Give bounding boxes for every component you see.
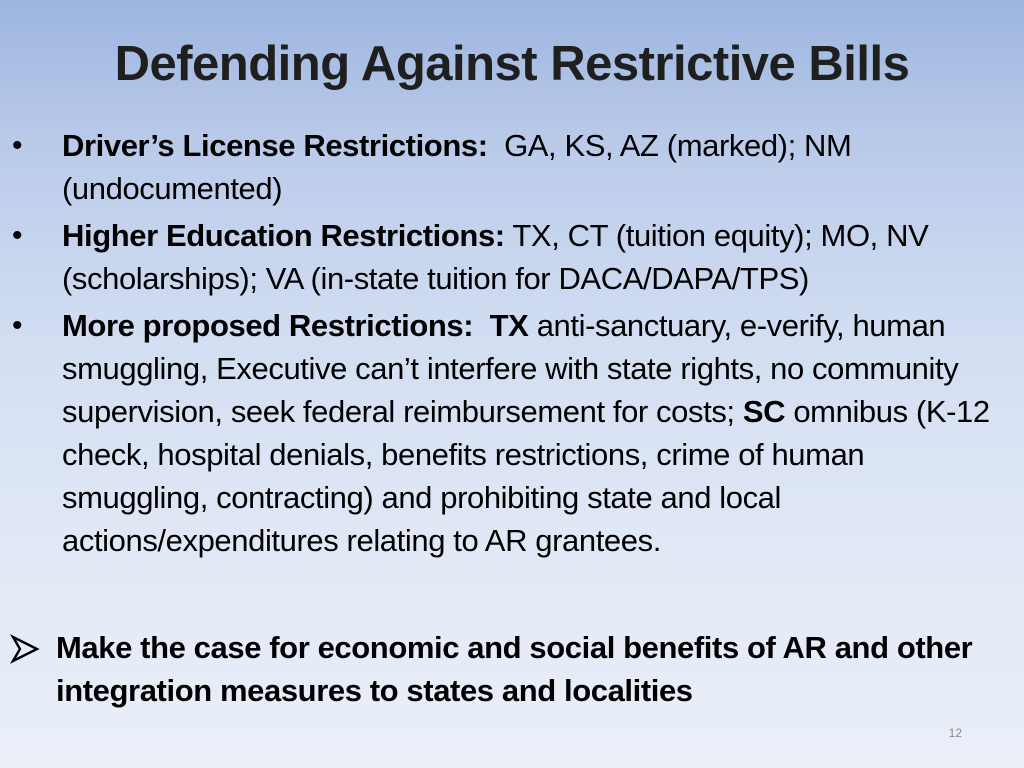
bullet-dot-icon: • <box>12 309 23 342</box>
bullet-text: GA, KS, AZ (marked); NM (undocumented) <box>62 128 852 206</box>
state-tx: TX <box>489 308 529 343</box>
bullet-drivers-license <box>0 124 1024 210</box>
bullet-proposed-restrictions <box>0 304 1024 562</box>
bullet-label: Higher Education Restrictions: <box>62 218 505 253</box>
bullet-label: More proposed Restrictions: <box>62 308 474 343</box>
bullet-text: TX, CT (tuition equity); MO, NV (scholarships); VA (in-state tuition for DACA/DAPA/TPS) <box>62 218 929 296</box>
state-sc: SC <box>742 394 786 429</box>
arrow-bullet-icon <box>10 634 40 664</box>
bullet-text-sc: omnibus (K-12 check, hospital denials, benefits restrictions, crime of human smuggling, contracting) and prohibiting state and local actions/expenditures relating to AR grantees. <box>62 394 990 558</box>
slide-title: Defending Against Restrictive Bills <box>114 37 910 91</box>
call-to-action-text: Make the case for economic and social benefits of AR and other integration measures to states and localities <box>56 630 973 708</box>
page-number: 12 <box>948 726 962 740</box>
bullet-label: Driver’s License Restrictions: <box>62 128 488 163</box>
bullet-dot-icon: • <box>12 219 23 252</box>
call-to-action <box>0 626 1024 712</box>
bullet-text-tx: anti-sanctuary, e-verify, human smuggling, Executive can’t interfere with state rights, no community supervision, seek federal reimbursement for costs; <box>62 308 959 429</box>
bullet-list <box>0 124 1024 566</box>
bullet-dot-icon: • <box>12 129 23 162</box>
bullet-higher-education <box>0 214 1024 300</box>
